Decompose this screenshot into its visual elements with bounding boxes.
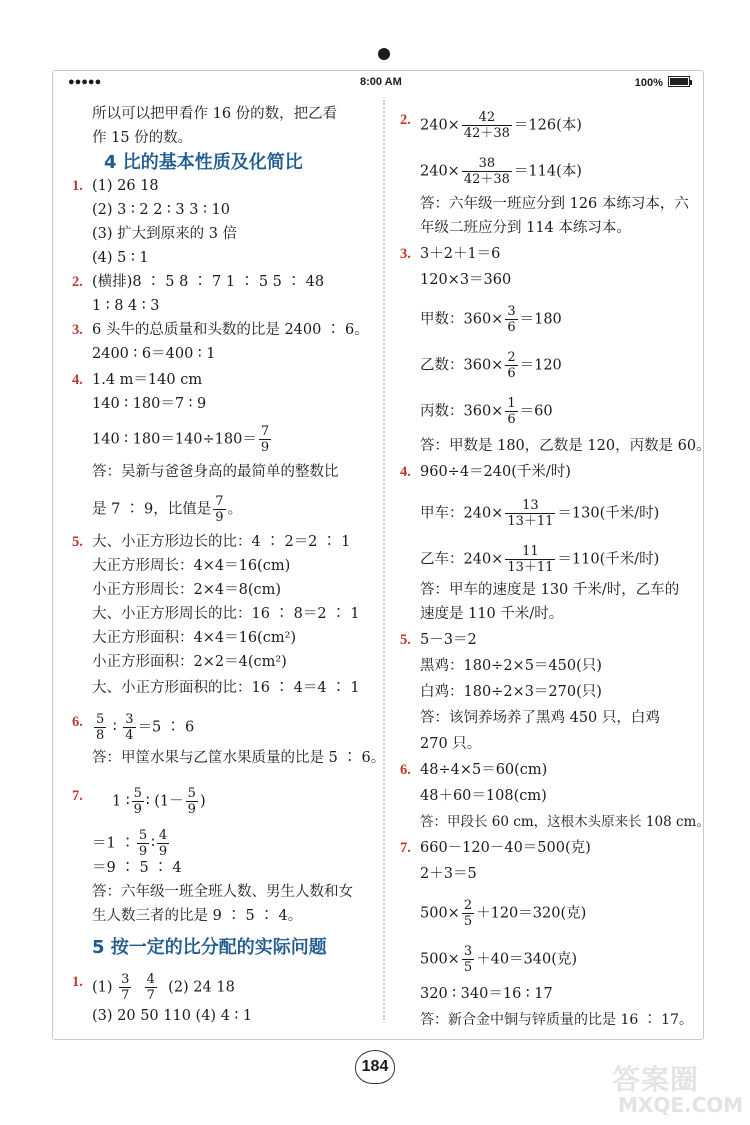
denominator: 5: [463, 914, 473, 929]
answer-line: 白鸡：180÷2×3＝270(只): [420, 684, 602, 700]
answer-line: 6 头牛的总质量和头数的比是 2400 ∶ 6。: [92, 322, 369, 338]
answer-line: 黑鸡：180÷2×5＝450(只): [420, 658, 602, 674]
denominator: 8: [96, 728, 105, 743]
question-number: 7.: [72, 788, 83, 804]
battery-percent: 100%: [634, 77, 663, 89]
denominator: 5: [463, 960, 473, 975]
expr-text: ＝5 ∶ 6: [137, 719, 195, 736]
numerator: 3: [463, 944, 473, 959]
answer-line: 大、小正方形周长的比：16 ∶ 8＝2 ∶ 1: [92, 606, 360, 622]
numerator: 5: [133, 786, 142, 801]
camera-dot: [378, 48, 390, 60]
answer-line: 140 ∶ 180＝7 ∶ 9: [92, 396, 207, 412]
numerator: 5: [187, 786, 196, 801]
numerator: 38: [478, 156, 496, 171]
answer-line: 答：甲数是 180，乙数是 120，丙数是 60。: [420, 438, 711, 454]
answer-line: 答：六年级一班全班人数、男生人数和女: [92, 884, 353, 900]
expr-text: 。: [227, 501, 243, 518]
answer-line: [420, 498, 659, 529]
fraction: [132, 786, 144, 817]
answer-line: 速度是 110 千米/时。: [420, 606, 564, 622]
answer-line: [420, 350, 562, 381]
status-bar: [60, 74, 696, 92]
answer-line: [92, 424, 273, 455]
answer-line: $\frac{5}{8}$ ∶ $\frac{3}{4}$ ＝5 ∶ 6: [96, 712, 195, 743]
fraction: [505, 304, 517, 335]
answer-line: 小正方形周长：2×4＝8(cm): [92, 582, 282, 598]
numerator: 2: [507, 350, 516, 365]
denominator: 9: [133, 802, 142, 817]
expr-text: ＝126(本): [513, 117, 582, 134]
expr-text: ＝110(千米/时): [557, 551, 660, 568]
numerator: 2: [463, 898, 473, 913]
denominator: 9: [138, 844, 148, 859]
denominator: 9: [215, 510, 224, 525]
column-divider: [383, 100, 385, 1020]
answer-line: 答：甲筐水果与乙筐水果质量的比是 5 ∶ 6。: [92, 750, 386, 766]
answer-line: 3＋2＋1＝6: [420, 246, 501, 262]
page-number: 184: [355, 1050, 395, 1084]
expr-text: ＝1 ∶: [92, 835, 135, 852]
answer-line: [92, 494, 242, 525]
fraction: [259, 424, 271, 455]
question-number: 3.: [400, 246, 411, 262]
question-number: 2.: [400, 112, 411, 128]
expr-text: ＝114(本): [513, 163, 582, 180]
answer-line: [420, 898, 586, 929]
expr-text: 乙车：240×: [420, 551, 504, 568]
denominator: 9: [260, 440, 270, 455]
numerator: 1: [507, 396, 516, 411]
answer-line: 答：新合金中铜与锌质量的比是 16 ∶ 17。: [420, 1012, 693, 1028]
answer-line: 960÷4＝240(千米/时): [420, 464, 571, 480]
answer-line: 大、小正方形面积的比：16 ∶ 4＝4 ∶ 1: [92, 680, 360, 696]
numerator: 3: [121, 972, 130, 987]
denominator: 7: [121, 988, 130, 1003]
answer-line: (横排)8 ∶ 5 8 ∶ 7 1 ∶ 5 5 ∶ 48: [92, 274, 325, 290]
answer-line: 120×3＝360: [420, 272, 512, 288]
battery-indicator: [635, 76, 692, 89]
answer-line: (1) 26 18: [92, 178, 159, 194]
expr-text: ＝60: [519, 403, 553, 420]
expr-text: 500×: [420, 951, 460, 968]
question-number: 4.: [400, 464, 411, 480]
signal-icon: ●●●●●: [68, 76, 102, 88]
answer-line: (3) 20 50 110 (4) 4 ∶ 1: [92, 1008, 253, 1024]
expr-text: 甲车：240×: [420, 505, 504, 522]
question-number: 6.: [72, 714, 83, 730]
numerator: 7: [215, 494, 224, 509]
question-number: 7.: [400, 840, 411, 856]
answer-line: 生人数三者的比是 9 ∶ 5 ∶ 4。: [92, 908, 303, 924]
fraction: [505, 350, 517, 381]
question-number: 3.: [72, 322, 83, 338]
question-number: 5.: [72, 534, 83, 550]
expr-text: 丙数：360×: [420, 403, 504, 420]
numerator: 5: [96, 712, 105, 727]
fraction: [186, 786, 198, 817]
numerator: 7: [260, 424, 270, 439]
answer-line: [92, 828, 171, 859]
fraction: [462, 898, 474, 929]
answer-line: 48÷4×5＝60(cm): [420, 762, 548, 778]
answer-line: [420, 544, 659, 575]
numerator: 5: [138, 828, 148, 843]
answer-line: 小正方形面积：2×2＝4(cm²): [92, 654, 287, 670]
answer-line: 5－3＝2: [420, 632, 477, 648]
answer-line: 答：甲车的速度是 130 千米/时，乙车的: [420, 582, 680, 598]
answer-line: 2400 ∶ 6＝400 ∶ 1: [92, 346, 216, 362]
denominator: 7: [146, 988, 155, 1003]
answer-line: 答：甲段长 60 cm，这根木头原来长 108 cm。: [420, 814, 710, 830]
answer-line: 320 ∶ 340＝16 ∶ 17: [420, 986, 553, 1002]
expr-text: 乙数：360×: [420, 357, 504, 374]
denominator: 42＋38: [463, 126, 510, 141]
intro-line: 作 15 份的数。: [92, 130, 193, 146]
fraction: [123, 712, 135, 743]
expr-text: (2) 24 18: [168, 979, 235, 996]
watermark-url: MXQE.COM: [618, 1093, 744, 1117]
answer-line: 270 只。: [420, 736, 482, 752]
answer-line: [420, 110, 582, 141]
answer-line: 答：吴新与爸爸身高的最简单的整数比: [92, 464, 339, 480]
denominator: 9: [187, 802, 196, 817]
question-number: 5.: [400, 632, 411, 648]
answer-line: 大、小正方形边长的比：4 ∶ 2＝2 ∶ 1: [92, 534, 351, 550]
numerator: 11: [522, 544, 539, 559]
question-number: 1.: [72, 974, 83, 990]
answer-line: (2) 3 ∶ 2 2 ∶ 3 3 ∶ 10: [92, 202, 230, 218]
answer-line: [112, 786, 206, 817]
fraction: [119, 972, 131, 1003]
fraction: [94, 712, 106, 743]
expr-text: 是 7 ∶ 9，比值是: [92, 501, 212, 518]
question-number: 4.: [72, 372, 83, 388]
denominator: 42＋38: [463, 172, 510, 187]
section-title: 5 按一定的比分配的实际问题: [92, 937, 327, 958]
answer-line: 660－120－40＝500(克): [420, 840, 591, 856]
fraction: [505, 396, 517, 427]
battery-icon: [668, 76, 690, 87]
expr-text: 甲数：360×: [420, 311, 504, 328]
denominator: 4: [125, 728, 134, 743]
status-time: 8:00 AM: [360, 76, 402, 88]
fraction: [462, 110, 512, 141]
denominator: 6: [507, 366, 516, 381]
answer-line: 1.4 m＝140 cm: [92, 372, 203, 388]
expr-text: ＋40＝340(克): [476, 951, 578, 968]
answer-line: 48＋60＝108(cm): [420, 788, 547, 804]
expr-text: 140 ∶ 180＝140÷180＝: [92, 431, 257, 448]
answer-line: [92, 972, 235, 1003]
denominator: 6: [507, 320, 516, 335]
fraction: [213, 494, 225, 525]
numerator: 4: [146, 972, 155, 987]
expr-text: ∶ (1－: [145, 793, 184, 810]
expr-text: 500×: [420, 905, 460, 922]
numerator: 3: [125, 712, 134, 727]
fraction: [137, 828, 149, 859]
denominator: 13＋11: [507, 560, 554, 575]
expr-text: 240×: [420, 163, 460, 180]
answer-line: 大正方形面积：4×4＝16(cm²): [92, 630, 297, 646]
answer-line: 大正方形周长：4×4＝16(cm): [92, 558, 291, 574]
numerator: 4: [158, 828, 168, 843]
question-number: 6.: [400, 762, 411, 778]
denominator: 13＋11: [507, 514, 554, 529]
expr-text: ∶: [151, 835, 155, 852]
answer-line: [420, 304, 562, 335]
fraction: [505, 498, 555, 529]
numerator: 3: [507, 304, 516, 319]
answer-line: [420, 396, 553, 427]
fraction: [505, 544, 555, 575]
battery-nub: [690, 80, 692, 85]
expr-text: ＝180: [519, 311, 562, 328]
denominator: 9: [158, 844, 168, 859]
fraction: [145, 972, 157, 1003]
question-number: 2.: [72, 274, 83, 290]
answer-line: 答：该饲养场养了黑鸡 450 只，白鸡: [420, 710, 660, 726]
answer-line: 1 ∶ 8 4 ∶ 3: [92, 298, 160, 314]
numerator: 42: [478, 110, 496, 125]
intro-line: 所以可以把甲看作 16 份的数，把乙看: [92, 106, 338, 122]
expr-text: ): [199, 793, 206, 810]
expr-text: 1 ∶: [112, 793, 130, 810]
answer-line: (4) 5 ∶ 1: [92, 250, 149, 266]
answer-line: ＝9 ∶ 5 ∶ 4: [92, 860, 182, 876]
watermark-logo: 答案圈: [612, 1063, 700, 1096]
answer-line: 年级二班应分到 114 本练习本。: [420, 220, 631, 236]
section-title: 4 比的基本性质及化简比: [104, 152, 303, 173]
answer-line: (3) 扩大到原来的 3 倍: [92, 226, 238, 242]
expr-text: ＝120: [519, 357, 562, 374]
numerator: 13: [522, 498, 539, 513]
question-number: 1.: [72, 178, 83, 194]
answer-line: [420, 156, 582, 187]
fraction: [157, 828, 169, 859]
expr-text: (1): [92, 979, 113, 996]
expr-text: 240×: [420, 117, 460, 134]
answer-line: [420, 944, 577, 975]
answer-line: 2＋3＝5: [420, 866, 477, 882]
fraction: [462, 944, 474, 975]
answer-line: 答：六年级一班应分到 126 本练习本，六: [420, 196, 689, 212]
fraction: [462, 156, 512, 187]
expr-text: ＝130(千米/时): [557, 505, 660, 522]
denominator: 6: [507, 412, 516, 427]
expr-text: ＋120＝320(克): [476, 905, 587, 922]
